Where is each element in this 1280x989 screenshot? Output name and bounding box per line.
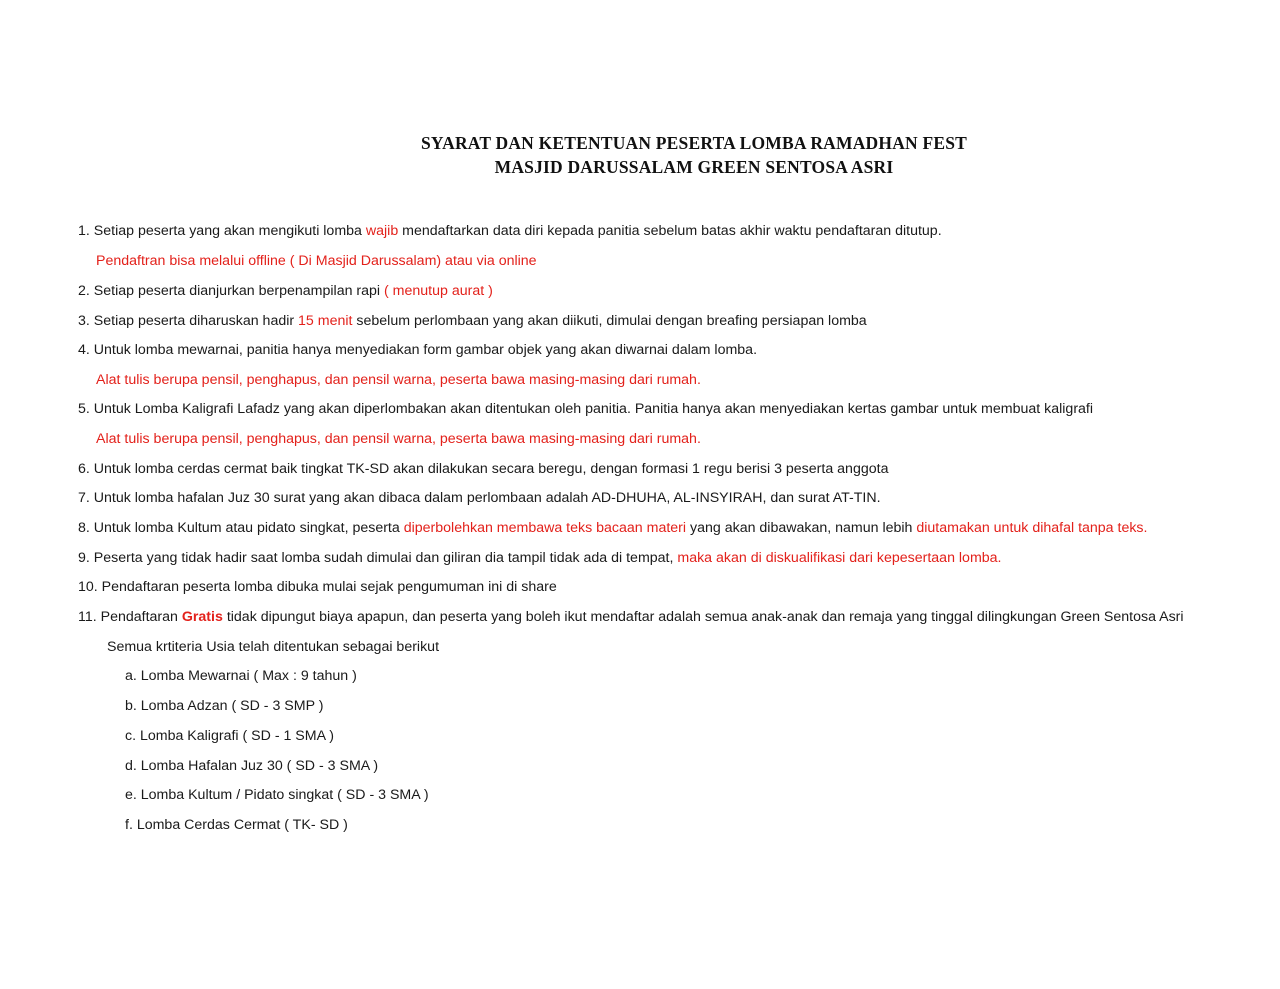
rule-4-note: Alat tulis berupa pensil, penghapus, dan pensil warna, peserta bawa masing-masing dari rumah. xyxy=(96,372,701,388)
rule-8-text-a: 8. Untuk lomba Kultum atau pidato singkat, peserta xyxy=(78,520,404,536)
age-criteria-item: e. Lomba Kultum / Pidato singkat ( SD - 3 SMA ) xyxy=(125,787,429,803)
rule-5 xyxy=(78,399,1093,419)
rule-3-highlight: 15 menit xyxy=(298,313,353,329)
rule-4-text-a: 4. Untuk lomba mewarnai, panitia hanya menyediakan form gambar objek yang akan diwarnai dalam lomba. xyxy=(78,342,758,358)
rule-1-text-a: 1. Setiap peserta yang akan mengikuti lomba xyxy=(78,223,366,239)
rule-1-highlight: wajib xyxy=(365,223,399,239)
rule-3-text-c: sebelum perlombaan yang akan diikuti, dimulai dengan breafing persiapan lomba xyxy=(352,313,867,329)
rule-8 xyxy=(78,518,1147,538)
rule-5-note: Alat tulis berupa pensil, penghapus, dan pensil warna, peserta bawa masing-masing dari rumah. xyxy=(96,431,701,447)
rule-8-text-c: yang akan dibawakan, namun lebih xyxy=(686,520,917,536)
rule-9 xyxy=(78,548,1002,568)
age-criteria-item: c. Lomba Kaligrafi ( SD - 1 SMA ) xyxy=(125,728,334,744)
document-title-line-2: MASJID DARUSSALAM GREEN SENTOSA ASRI xyxy=(494,157,894,177)
rule-1-text-c: mendaftarkan data diri kepada panitia sebelum batas akhir waktu pendaftaran ditutup. xyxy=(398,223,942,239)
rule-11-highlight: Gratis xyxy=(181,609,223,625)
age-criteria-item: a. Lomba Mewarnai ( Max : 9 tahun ) xyxy=(125,668,357,684)
rule-6-text-a: 6. Untuk lomba cerdas cermat baik tingkat TK-SD akan dilakukan secara beregu, dengan formasi 1 regu berisi 3 peserta anggota xyxy=(78,461,889,477)
rule-11-note: Semua krtiteria Usia telah ditentukan sebagai berikut xyxy=(107,639,440,655)
rule-8-highlight-2: diutamakan untuk dihafal tanpa teks. xyxy=(916,520,1148,536)
rule-10 xyxy=(78,577,557,597)
rule-7 xyxy=(78,488,881,508)
rule-7-text-a: 7. Untuk lomba hafalan Juz 30 surat yang akan dibaca dalam perlombaan adalah AD-DHUHA, AL-INSYIRAH, dan surat AT-TIN. xyxy=(78,490,881,506)
rule-2-text-a: 2. Setiap peserta dianjurkan berpenampilan rapi xyxy=(78,283,385,299)
rule-11 xyxy=(78,607,1184,627)
age-criteria-item: d. Lomba Hafalan Juz 30 ( SD - 3 SMA ) xyxy=(125,758,379,774)
rule-1-note: Pendaftran bisa melalui offline ( Di Masjid Darussalam) atau via online xyxy=(96,253,537,269)
age-criteria-item: f. Lomba Cerdas Cermat ( TK- SD ) xyxy=(125,817,348,833)
rule-2 xyxy=(78,281,493,301)
rule-3 xyxy=(78,311,867,331)
document-title-line-1: SYARAT DAN KETENTUAN PESERTA LOMBA RAMADHAN FEST xyxy=(420,133,968,153)
age-criteria-item: b. Lomba Adzan ( SD - 3 SMP ) xyxy=(125,698,324,714)
rule-3-text-a: 3. Setiap peserta diharuskan hadir xyxy=(78,313,299,329)
rule-4 xyxy=(78,340,757,360)
rule-9-highlight: maka akan di diskualifikasi dari kepesertaan lomba. xyxy=(677,550,1002,566)
rule-1 xyxy=(78,221,942,241)
rule-6 xyxy=(78,459,888,479)
rule-8-highlight-1: diperbolehkan membawa teks bacaan materi xyxy=(403,520,687,536)
rule-2-highlight: ( menutup aurat ) xyxy=(384,283,493,299)
rule-11-text-c: tidak dipungut biaya apapun, dan peserta yang boleh ikut mendaftar adalah semua anak-anak dan remaja yang tinggal dilingkungan Green Sentosa Asri xyxy=(222,609,1184,625)
rule-5-text-a: 5. Untuk Lomba Kaligrafi Lafadz yang akan diperlombakan akan ditentukan oleh panitia. Panitia hanya akan menyediakan kertas gambar untuk membuat kaligrafi xyxy=(78,401,1094,417)
rule-10-text-a: 10. Pendaftaran peserta lomba dibuka mulai sejak pengumuman ini di share xyxy=(78,579,557,595)
rule-11-text-a: 11. Pendaftaran xyxy=(78,609,182,625)
rule-9-text-a: 9. Peserta yang tidak hadir saat lomba sudah dimulai dan giliran dia tampil tidak ada di tempat, xyxy=(78,550,678,566)
